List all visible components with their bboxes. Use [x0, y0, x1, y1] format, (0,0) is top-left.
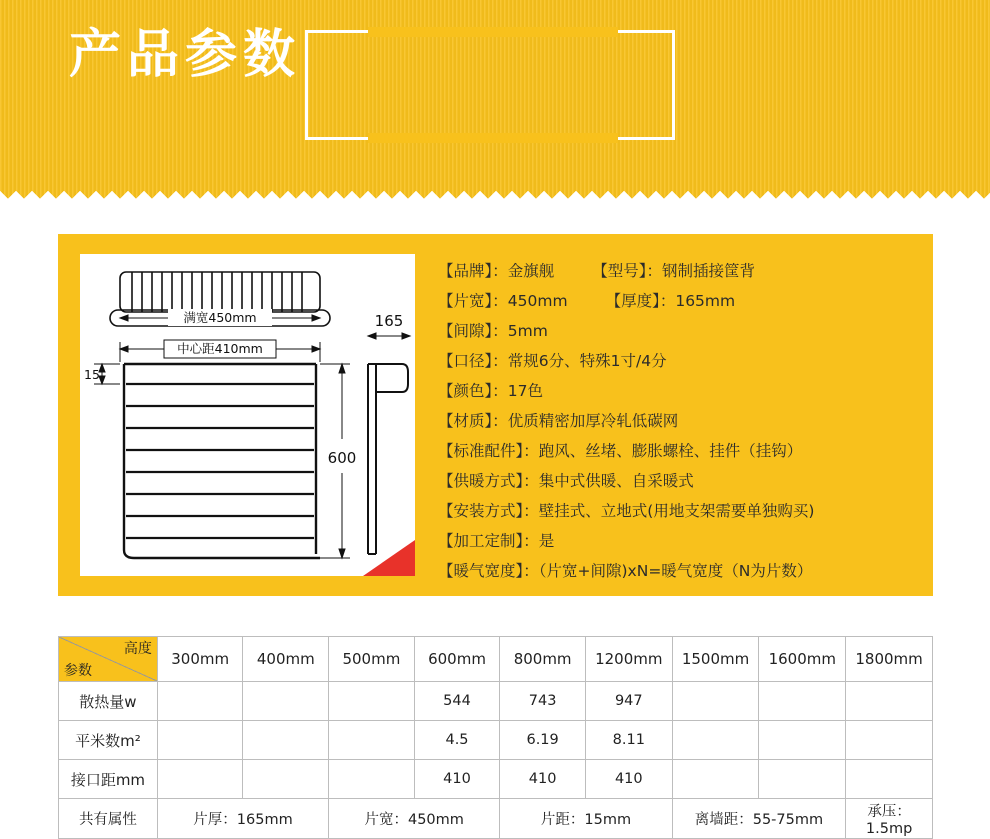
table-cell — [329, 682, 415, 721]
spec-row — [438, 256, 918, 286]
spec-list — [438, 256, 918, 586]
table-cell: 410 — [414, 760, 500, 799]
spec-key: 【品牌】： — [438, 262, 508, 280]
table-row — [59, 721, 933, 760]
table-header-cell: 1200mm — [585, 637, 672, 682]
spec-value: 是 — [538, 532, 555, 550]
spec-key: 【标准配件】： — [438, 442, 539, 460]
spec-row — [438, 316, 918, 346]
spec-key: 【片宽】： — [438, 292, 508, 310]
table-corner-cell — [59, 637, 158, 682]
spec-value: 优质精密加厚冷轧低碳网 — [507, 412, 679, 430]
table-header-cell: 800mm — [500, 637, 586, 682]
spec-value: 壁挂式、立地式(用地支架需要单独购买) — [538, 502, 815, 520]
table-header-cell: 600mm — [414, 637, 500, 682]
table-cell — [759, 721, 846, 760]
spec-value-2: 165mm — [675, 292, 736, 310]
table-header-cell: 300mm — [157, 637, 243, 682]
table-cell: 410 — [585, 760, 672, 799]
table-header-cell: 1600mm — [759, 637, 846, 682]
spec-row — [438, 526, 918, 556]
spec-value: 集中式供暖、自采暖式 — [538, 472, 694, 490]
table-header-cell: 1500mm — [672, 637, 759, 682]
table-row — [59, 760, 933, 799]
table-cell — [846, 682, 933, 721]
table-cell: 743 — [500, 682, 586, 721]
spec-row — [438, 286, 918, 316]
label-thickness: 165 — [374, 312, 404, 330]
table-cell — [157, 760, 243, 799]
table-cell — [329, 760, 415, 799]
corner-accent-triangle — [363, 540, 415, 576]
table-cell — [243, 682, 329, 721]
table-header-cell: 1800mm — [846, 637, 933, 682]
table-cell — [672, 760, 759, 799]
table-footer-row — [59, 799, 933, 839]
spec-value: （片宽+间隙)xN=暖气宽度（N为片数） — [538, 562, 813, 580]
table-header-cell: 500mm — [329, 637, 415, 682]
footer-cell: 片距：15mm — [500, 799, 672, 839]
table-cell — [759, 760, 846, 799]
table-cell: 947 — [585, 682, 672, 721]
spec-key-2: 【型号】： — [592, 262, 663, 280]
spec-value: 常规6分、特殊1寸/4分 — [507, 352, 667, 370]
spec-key: 【材质】： — [438, 412, 508, 430]
spec-value: 跑风、丝堵、膨胀螺栓、挂件（挂钩） — [538, 442, 803, 460]
footer-cell: 承压：1.5mp — [846, 799, 933, 839]
spec-row — [438, 346, 918, 376]
table-cell — [846, 760, 933, 799]
table-cell — [243, 721, 329, 760]
parameter-table-wrapper — [58, 636, 933, 839]
spec-key: 【口径】： — [438, 352, 508, 370]
spec-key: 【安装方式】： — [438, 502, 539, 520]
spec-row — [438, 376, 918, 406]
row-label: 接口距mm — [59, 760, 158, 799]
footer-cell: 片宽：450mm — [329, 799, 500, 839]
footer-label: 共有属性 — [59, 799, 158, 839]
table-cell: 410 — [500, 760, 586, 799]
corner-label-param: 参数 — [64, 663, 92, 679]
spec-value: 450mm — [507, 292, 568, 310]
table-cell — [329, 721, 415, 760]
row-label: 平米数m² — [59, 721, 158, 760]
spec-value: 5mm — [507, 322, 548, 340]
table-cell — [243, 760, 329, 799]
spec-key: 【颜色】： — [438, 382, 508, 400]
parameter-table — [58, 636, 933, 839]
label-full-width: 满宽450mm — [183, 310, 257, 325]
table-cell: 8.11 — [585, 721, 672, 760]
table-cell — [157, 682, 243, 721]
table-cell: 6.19 — [500, 721, 586, 760]
table-cell — [759, 682, 846, 721]
footer-cell: 片厚：165mm — [157, 799, 328, 839]
spec-row — [438, 496, 918, 526]
spec-key: 【供暖方式】： — [438, 472, 539, 490]
spec-key: 【加工定制】： — [438, 532, 539, 550]
row-label: 散热量w — [59, 682, 158, 721]
page-title: 产品参数 — [68, 25, 301, 85]
label-pitch: 15 — [84, 367, 100, 382]
table-cell — [672, 682, 759, 721]
spec-row — [438, 466, 918, 496]
spec-value-2: 钢制插接筐背 — [662, 262, 756, 280]
spec-value: 金旗舰 — [507, 262, 555, 280]
corner-label-height: 高度 — [123, 641, 152, 657]
spec-row — [438, 406, 918, 436]
table-cell: 544 — [414, 682, 500, 721]
banner-zigzag-edge — [0, 178, 990, 200]
page-banner — [0, 0, 990, 200]
radiator-diagram-svg — [80, 254, 415, 576]
table-cell — [846, 721, 933, 760]
table-cell: 4.5 — [414, 721, 500, 760]
table-header-row — [59, 637, 933, 682]
label-center-distance: 中心距410mm — [177, 341, 263, 356]
spec-key: 【间隙】： — [438, 322, 508, 340]
spec-key-2: 【厚度】： — [605, 292, 676, 310]
spec-panel — [58, 234, 933, 596]
table-row — [59, 682, 933, 721]
table-cell — [672, 721, 759, 760]
product-dimension-drawing — [80, 254, 415, 576]
footer-cell: 离墙距：55-75mm — [672, 799, 846, 839]
table-header-cell: 400mm — [243, 637, 329, 682]
table-cell — [157, 721, 243, 760]
spec-row — [438, 436, 918, 466]
label-height: 600 — [327, 449, 357, 467]
spec-row — [438, 556, 918, 586]
spec-value: 17色 — [507, 382, 543, 400]
spec-key: 【暖气宽度】： — [438, 562, 539, 580]
